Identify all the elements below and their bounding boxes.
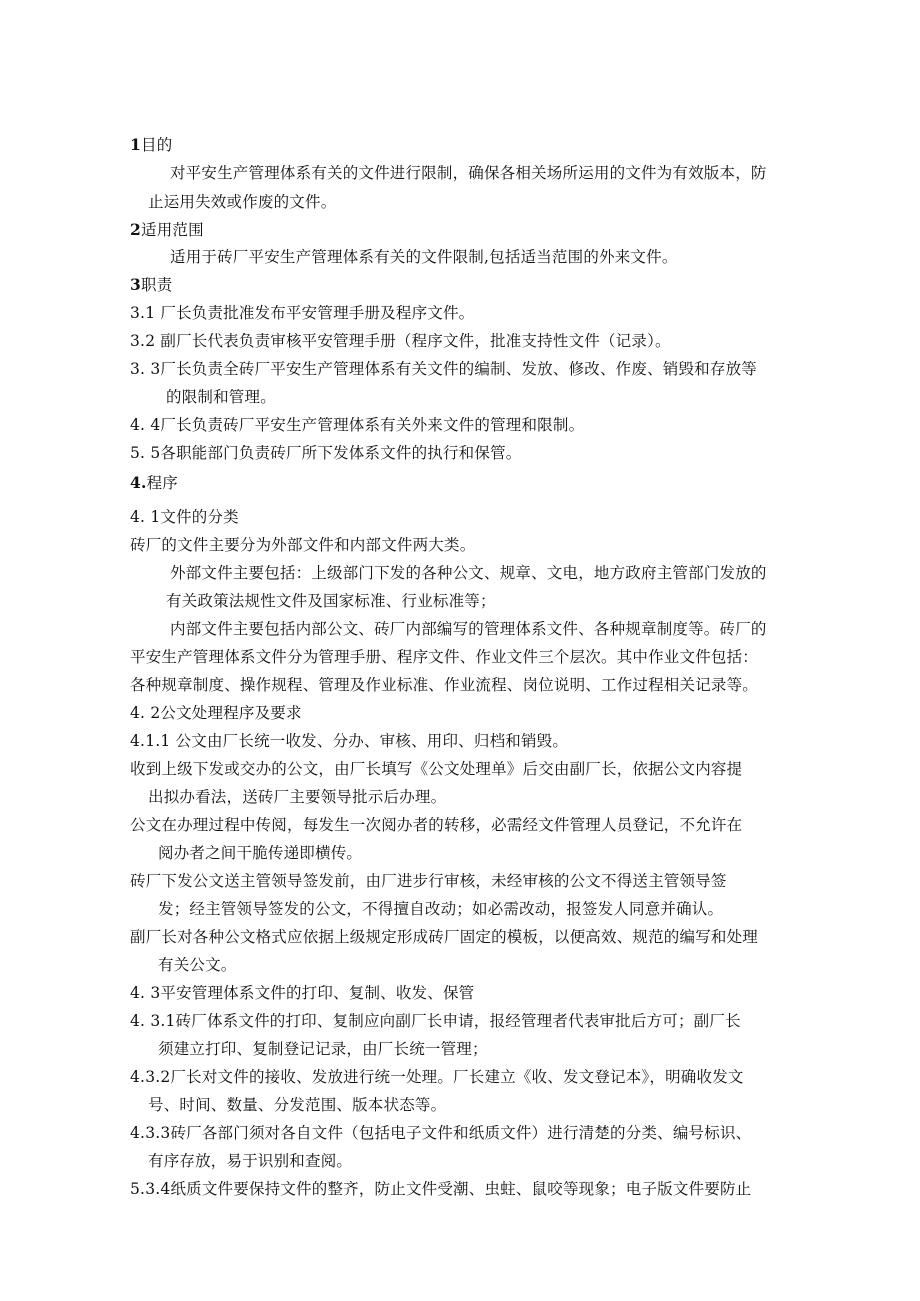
section-4-1-heading: 4. 1文件的分类 xyxy=(130,508,239,526)
section-4-2-heading: 4. 2公文处理程序及要求 xyxy=(130,704,302,722)
section-2-title: 适用范围 xyxy=(141,221,204,239)
section-4-1-paragraph-3-line-1: 内部文件主要包括内部公文、砖厂内部编写的管理体系文件、各种规章制度等。砖厂的 xyxy=(170,620,767,638)
section-3-number: 3 xyxy=(130,275,141,294)
section-4-2-paragraph-1-line-1: 收到上级下发或交办的公文，由厂长填写《公文处理单》后交由副厂长，依据公文内容提 xyxy=(130,760,743,778)
section-3-title: 职责 xyxy=(141,276,173,294)
section-3-item-2: 3.2 副厂长代表负责审核平安管理手册（程序文件，批准支持性文件（记录）。 xyxy=(130,332,671,350)
section-2-number: 2 xyxy=(130,220,141,239)
section-4-1-paragraph-3-line-2: 平安生产管理体系文件分为管理手册、程序文件、作业文件三个层次。其中作业文件包括： xyxy=(130,648,759,666)
section-3-item-3-line-2: 的限制和管理。 xyxy=(166,388,276,406)
section-1-title: 目的 xyxy=(141,136,173,154)
section-4-3-3-line-2: 有序存放，易于识别和查阅。 xyxy=(148,1152,353,1170)
section-4-1-paragraph-1: 砖厂的文件主要分为外部文件和内部文件两大类。 xyxy=(130,536,476,554)
section-3-heading xyxy=(130,276,172,294)
section-4-1-1-item: 4.1.1 公文由厂长统一收发、分办、审核、用印、归档和销毁。 xyxy=(130,732,569,750)
section-4-2-paragraph-1-line-2: 出拟办看法，送砖厂主要领导批示后办理。 xyxy=(148,788,447,806)
section-4-heading xyxy=(130,474,178,492)
section-4-1-paragraph-3-line-3: 各种规章制度、操作规程、管理及作业标准、作业流程、岗位说明、工作过程相关记录等。 xyxy=(130,676,759,694)
section-1-paragraph-line-2: 止运用失效或作废的文件。 xyxy=(148,193,337,211)
section-3-item-3-line-1: 3. 3厂长负责全砖厂平安生产管理体系有关文件的编制、发放、修改、作废、销毁和存放等 xyxy=(130,360,757,378)
section-4-2-paragraph-4-line-1: 副厂长对各种公文格式应依据上级规定形成砖厂固定的模板，以便高效、规范的编写和处理 xyxy=(130,928,759,946)
section-4-1-paragraph-2-line-2: 有关政策法规性文件及国家标准、行业标准等； xyxy=(166,592,496,610)
section-3-item-1: 3.1 厂长负责批准发布平安管理手册及程序文件。 xyxy=(130,304,475,322)
section-4-1-paragraph-2-line-1: 外部文件主要包括：上级部门下发的各种公文、规章、文电，地方政府主管部门发放的 xyxy=(170,564,767,582)
section-4-3-2-line-2: 号、时间、数量、分发范围、版本状态等。 xyxy=(148,1096,447,1114)
section-2-heading xyxy=(130,221,204,239)
section-1-number: 1 xyxy=(130,135,141,154)
section-4-2-paragraph-4-line-2: 有关公文。 xyxy=(158,956,237,974)
section-4-number: 4. xyxy=(130,473,147,492)
section-5-3-4-line-1: 5.3.4纸质文件要保持文件的整齐，防止文件受潮、虫蛀、鼠咬等现象；电子版文件要防止 xyxy=(130,1180,752,1198)
section-4-3-2-line-1: 4.3.2厂长对文件的接收、发放进行统一处理。厂长建立《收、发文登记本》，明确收发文 xyxy=(130,1068,744,1086)
section-3-item-5: 5. 5各职能部门负责砖厂所下发体系文件的执行和保管。 xyxy=(130,444,522,462)
section-4-2-paragraph-2-line-1: 公文在办理过程中传阅，每发生一次阅办者的转移，必需经文件管理人员登记，不允许在 xyxy=(130,816,743,834)
section-4-2-paragraph-3-line-2: 发；经主管领导签发的公文，不得擅自改动；如必需改动，报签发人同意并确认。 xyxy=(158,900,724,918)
section-1-paragraph-line-1: 对平安生产管理体系有关的文件进行限制，确保各相关场所运用的文件为有效版本，防 xyxy=(170,164,767,182)
section-4-3-1-line-2: 须建立打印、复制登记记录，由厂长统一管理； xyxy=(158,1040,488,1058)
section-4-title: 程序 xyxy=(146,474,178,492)
section-4-3-1-line-1: 4. 3.1砖厂体系文件的打印、复制应向副厂长申请，报经管理者代表审批后方可；副厂长 xyxy=(130,1012,741,1030)
section-1-heading xyxy=(130,136,172,154)
section-4-2-paragraph-2-line-2: 阅办者之间干脆传递即横传。 xyxy=(158,844,363,862)
section-4-2-paragraph-3-line-1: 砖厂下发公文送主管领导签发前，由厂进步行审核，未经审核的公文不得送主管领导签 xyxy=(130,872,727,890)
section-2-paragraph: 适用于砖厂平安生产管理体系有关的文件限制,包括适当范围的外来文件。 xyxy=(170,248,678,266)
section-3-item-4: 4. 4厂长负责砖厂平安生产管理体系有关外来文件的管理和限制。 xyxy=(130,416,585,434)
section-4-3-heading: 4. 3平安管理体系文件的打印、复制、收发、保管 xyxy=(130,984,475,1002)
section-4-3-3-line-1: 4.3.3砖厂各部门须对各自文件（包括电子文件和纸质文件）进行清楚的分类、编号标识、 xyxy=(130,1124,752,1142)
